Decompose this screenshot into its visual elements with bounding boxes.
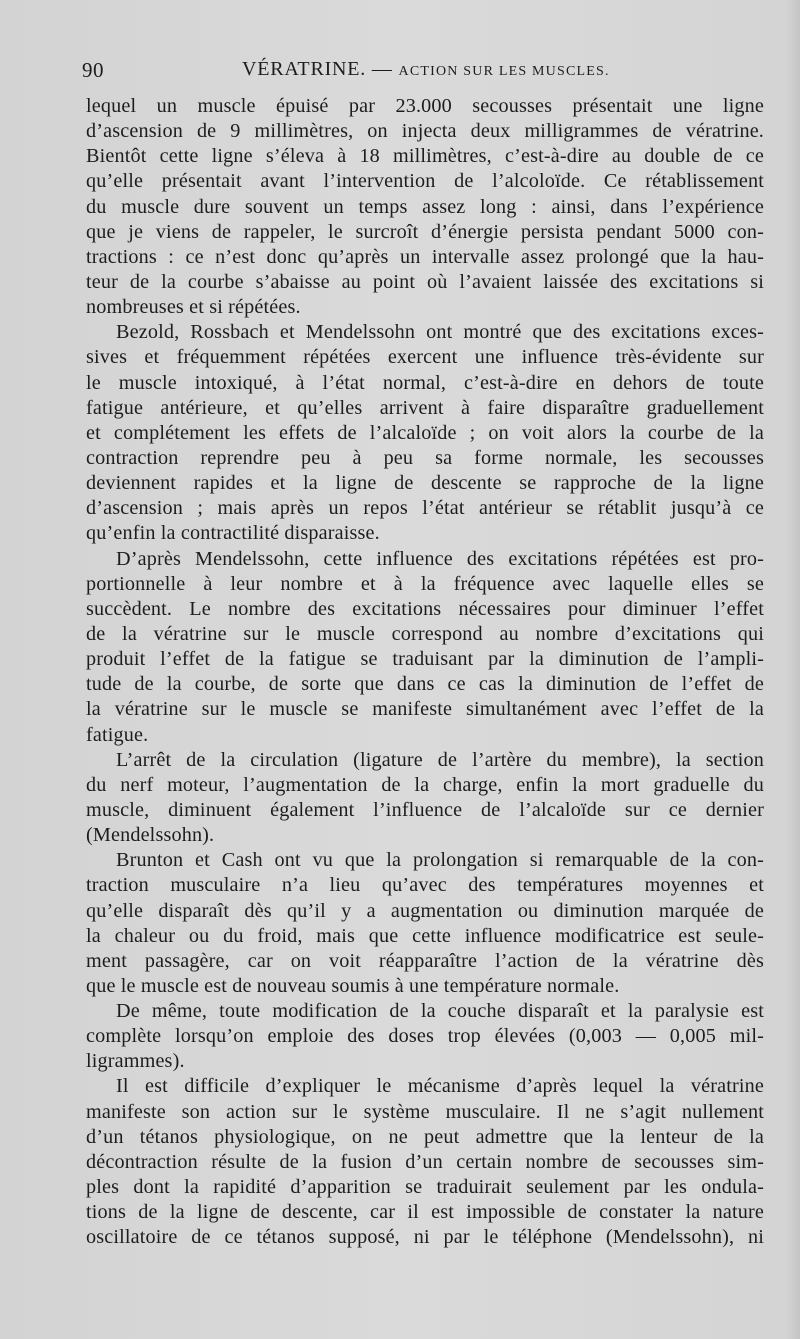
text-line: du nerf moteur, l’augmentation de la charge, enfin la mort graduelle du	[86, 773, 764, 796]
text-line: muscle, diminuent également l’influence de l’alcaloïde sur ce dernier	[86, 798, 764, 821]
page-number: 90	[82, 58, 104, 82]
text-line: la chaleur ou du froid, mais que cette influence modificatrice est seule-	[86, 924, 764, 947]
text-line: oscillatoire de ce tétanos supposé, ni par le téléphone (Mendelssohn), ni	[86, 1226, 764, 1249]
text-line: qu’elle présentait avant l’intervention de l’alcoloïde. Ce rétablissement	[86, 170, 764, 193]
text-line: qu’enfin la contractilité disparaisse.	[86, 522, 380, 545]
text-line: Il est difficile d’expliquer le mécanisme d’après lequel la vératrine	[116, 1075, 764, 1098]
text-line: ples dont la rapidité d’apparition se traduirait seulement par les ondula-	[86, 1176, 764, 1199]
text-line: complète lorsqu’on emploie des doses trop élevées (0,003 — 0,005 mil-	[86, 1025, 764, 1048]
text-line: d’ascension ; mais après un repos l’état antérieur se rétablit jusqu’à ce	[86, 497, 764, 520]
text-line: qu’elle disparaît dès qu’il y a augmentation ou diminution marquée de	[86, 899, 764, 922]
text-line: ment passagère, car on voit réapparaître l’action de la vératrine dès	[86, 949, 764, 972]
text-line: L’arrêt de la circulation (ligature de l’artère du membre), la section	[116, 748, 764, 771]
text-line: De même, toute modification de la couche disparaît et la paralysie est	[116, 1000, 764, 1023]
text-line: que le muscle est de nouveau soumis à une température normale.	[86, 974, 620, 997]
text-line: deviennent rapides et la ligne de descente se rapproche de la ligne	[86, 472, 764, 495]
running-head-title: VÉRATRINE.	[242, 58, 367, 80]
page-edge-shadow	[786, 0, 800, 1339]
text-line: tions de la ligne de descente, car il est impossible de constater la nature	[86, 1201, 764, 1224]
text-line: d’ascension de 9 millimètres, on injecta deux milligrammes de vératrine.	[86, 120, 764, 143]
running-head-dash: —	[366, 58, 399, 80]
text-line: d’un tétanos physiologique, on ne peut admettre que la lenteur de la	[86, 1125, 764, 1148]
text-line: Bientôt cette ligne s’éleva à 18 millimètres, c’est-à-dire au double de ce	[86, 145, 764, 168]
text-line: (Mendelssohn).	[86, 824, 215, 847]
text-line: D’après Mendelssohn, cette influence des excitations répétées est pro-	[116, 547, 764, 570]
text-line: contraction reprendre peu à peu sa forme normale, les secousses	[86, 446, 764, 469]
text-line: la vératrine sur le muscle se manifeste simultanément avec l’effet de la	[86, 698, 764, 721]
text-line: produit l’effet de la fatigue se traduisant par la diminution de l’ampli-	[86, 648, 764, 671]
text-line: tude de la courbe, de sorte que dans ce cas la diminution de l’effet de	[86, 673, 764, 696]
text-line: sives et fréquemment répétées exercent une influence très-évidente sur	[86, 346, 764, 369]
text-line: fatigue.	[86, 723, 149, 746]
text-line: lequel un muscle épuisé par 23.000 secousses présentait une ligne	[86, 95, 764, 117]
text-line: manifeste son action sur le système musculaire. Il ne s’agit nullement	[86, 1100, 764, 1123]
text-line: fatigue antérieure, et qu’elles arrivent à faire disparaître graduellement	[86, 396, 764, 419]
text-line: portionnelle à leur nombre et à la fréquence avec laquelle elles se	[86, 572, 764, 595]
page-header	[82, 58, 764, 88]
text-line: nombreuses et si répétées.	[86, 296, 301, 319]
running-head	[242, 58, 610, 81]
text-line: et complétement les effets de l’alcaloïde ; on voit alors la courbe de la	[86, 421, 764, 444]
text-line: traction musculaire n’a lieu qu’avec des températures moyennes et	[86, 874, 764, 897]
text-line: succèdent. Le nombre des excitations nécessaires pour diminuer l’effet	[86, 597, 764, 620]
text-line: Bezold, Rossbach et Mendelssohn ont montré que des excitations exces-	[116, 321, 764, 344]
body-text	[86, 94, 764, 1250]
text-line: le muscle intoxiqué, à l’état normal, c’est-à-dire en dehors de toute	[86, 371, 764, 394]
text-line: que je viens de rappeler, le surcroît d’énergie persista pendant 5000 con-	[86, 220, 764, 243]
text-line: de la vératrine sur le muscle correspond au nombre d’excitations qui	[86, 622, 764, 645]
text-line: ligrammes).	[86, 1050, 185, 1073]
text-line: tractions : ce n’est donc qu’après un intervalle assez prolongé que la hau-	[86, 245, 764, 268]
text-line: Brunton et Cash ont vu que la prolongation si remarquable de la con-	[116, 849, 764, 872]
text-line: du muscle dure souvent un temps assez long : ainsi, dans l’expérience	[86, 195, 764, 218]
text-line: teur de la courbe s’abaisse au point où l’avaient laissée des excitations si	[86, 270, 764, 293]
text-line: décontraction résulte de la fusion d’un certain nombre de secousses sim-	[86, 1150, 764, 1173]
running-head-subtitle: ACTION SUR LES MUSCLES.	[398, 64, 610, 79]
